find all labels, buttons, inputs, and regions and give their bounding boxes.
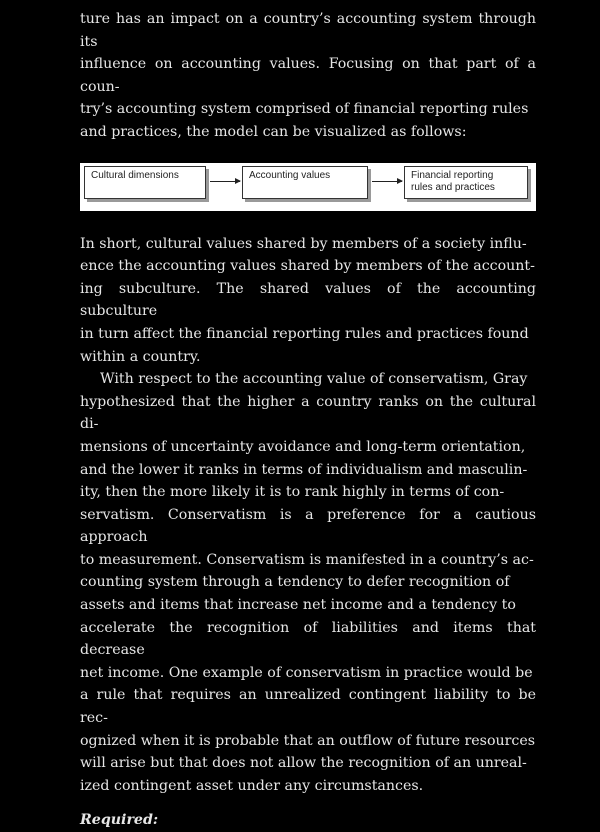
financial-reporting-label-line2: rules and practices	[411, 181, 495, 193]
text-line: ing subculture. The shared values of the accounting subculture	[80, 280, 536, 320]
intro-paragraph	[80, 8, 536, 144]
text-line: ized contingent asset under any circumstances.	[80, 777, 424, 794]
model-diagram	[80, 163, 536, 211]
text-line: influence on accounting values. Focusing on that part of a coun-	[80, 56, 536, 95]
text-line: within a country.	[80, 348, 201, 365]
text-line: counting system through a tendency to defer recognition of	[80, 574, 510, 591]
text-line: to measurement. Conservatism is manifested in a country’s ac-	[80, 551, 534, 568]
document-page	[80, 8, 536, 832]
required-heading: Required:	[80, 812, 159, 829]
text-line: With respect to the accounting value of conservatism, Gray	[100, 371, 528, 388]
text-line: in turn affect the financial reporting rules and practices found	[80, 325, 529, 342]
text-line: servatism. Conservatism is a preference for a cautious approach	[80, 506, 536, 546]
text-line: net income. One example of conservatism in practice would be	[80, 664, 533, 681]
text-line: and practices, the model can be visualized as follows:	[80, 123, 467, 140]
text-line: ence the accounting values shared by members of the account-	[80, 258, 535, 275]
summary-paragraph	[80, 233, 536, 369]
financial-reporting-box	[404, 166, 528, 199]
accounting-values-label: Accounting values	[249, 169, 331, 181]
arrow-right-icon	[210, 181, 240, 182]
text-line: In short, cultural values shared by members of a society influ-	[80, 235, 527, 252]
conservatism-paragraph	[80, 368, 536, 797]
cultural-dimensions-box	[84, 166, 206, 199]
arrow-right-icon	[372, 181, 402, 182]
cultural-dimensions-label: Cultural dimensions	[91, 169, 179, 181]
financial-reporting-label-line1: Financial reporting	[411, 169, 494, 181]
accounting-values-box	[242, 166, 368, 199]
text-line: ity, then the more likely it is to rank highly in terms of con-	[80, 484, 505, 501]
text-line: ognized when it is probable that an outflow of future resources	[80, 732, 536, 749]
text-line: ture has an impact on a country’s accounting system through its	[80, 11, 536, 50]
text-line: a rule that requires an unrealized contingent liability to be rec-	[80, 687, 536, 727]
text-line: assets and items that increase net income and a tendency to	[80, 597, 516, 614]
text-line: and the lower it ranks in terms of individualism and masculin-	[80, 461, 528, 478]
text-line: mensions of uncertainty avoidance and long-term orientation,	[80, 438, 526, 455]
text-line: accelerate the recognition of liabilities and items that decrease	[80, 619, 536, 659]
text-line: will arise but that does not allow the recognition of an unreal-	[80, 755, 527, 772]
text-line: hypothesized that the higher a country ranks on the cultural di-	[80, 393, 536, 433]
text-line: try’s accounting system comprised of financial reporting rules	[80, 101, 529, 118]
